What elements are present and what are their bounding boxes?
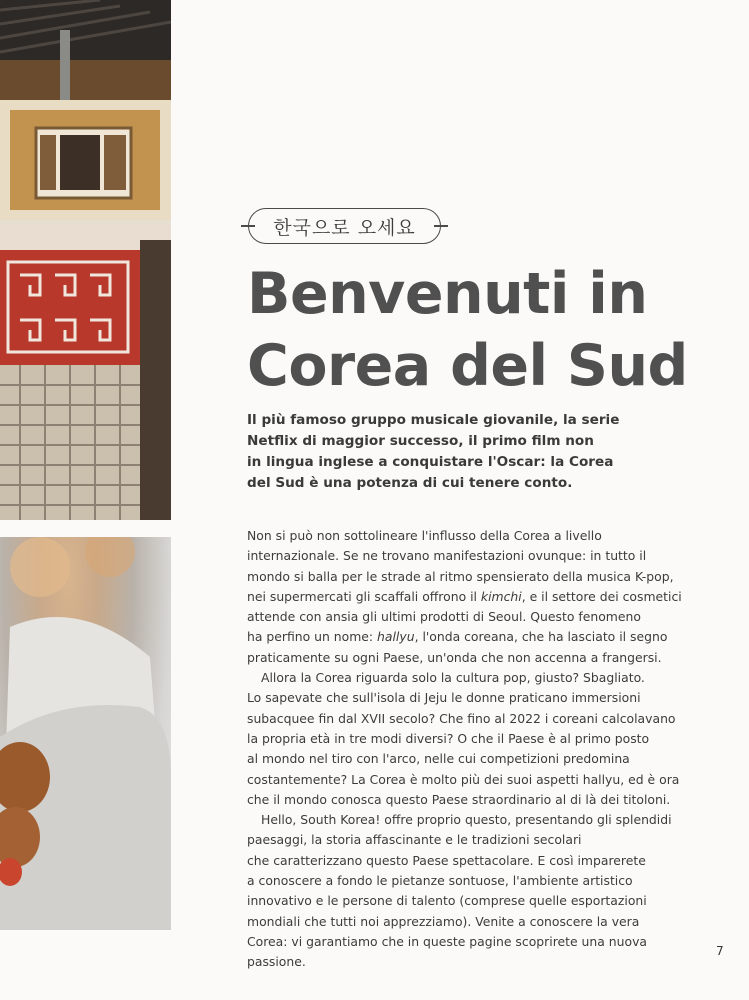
- badge-right-line: [434, 225, 448, 227]
- body-line: la propria età in tre modi diversi? O che il Paese è al primo posto: [247, 730, 650, 746]
- food-photo: [0, 537, 171, 930]
- title-line-2: Corea del Sud: [247, 333, 688, 399]
- lead-line: Il più famoso gruppo musicale giovanile, la serie: [247, 412, 620, 428]
- body-line: subacquee fin dal XVII secolo? Che fino al 2022 i coreani calcolavano: [247, 710, 676, 726]
- body-line: a conoscere a fondo le pietanze sontuose, l'ambiente artistico: [247, 873, 633, 889]
- body-line: costantemente? La Corea è molto più dei suoi aspetti hallyu, ed è ora: [247, 771, 680, 787]
- body-line: [247, 587, 707, 607]
- page-number: 7: [716, 944, 724, 958]
- body-line: praticamente su ogni Paese, un'onda che non accenna a frangersi.: [247, 649, 662, 665]
- body-text: [247, 526, 707, 973]
- body-line: Lo sapevate che sull'isola di Jeju le donne praticano immersioni: [247, 690, 641, 706]
- lead-line: in lingua inglese a conquistare l'Oscar: la Corea: [247, 454, 614, 470]
- lead-line: del Sud è una potenza di cui tenere conto.: [247, 475, 573, 491]
- fried-chicken-illustration: [0, 537, 171, 930]
- body-line: Non si può non sottolineare l'influsso della Corea a livello: [247, 528, 602, 543]
- body-line: Allora la Corea riguarda solo la cultura pop, giusto? Sbagliato.: [261, 670, 645, 686]
- korean-greeting-text: 한국으로 오세요: [273, 216, 416, 239]
- text-run: , l'onda coreana, che ha lasciato il segno: [414, 629, 668, 645]
- body-line: al mondo nel tiro con l'arco, nelle cui competizioni predomina: [247, 751, 630, 767]
- body-line: che il mondo conosca questo Paese straordinario al di là dei titoloni.: [247, 791, 671, 807]
- lead-line: Netflix di maggior successo, il primo film non: [247, 433, 594, 449]
- body-line: [247, 627, 707, 647]
- italic-word: hallyu: [377, 629, 415, 645]
- body-line: passione.: [247, 954, 306, 970]
- hanok-wall-photo: [0, 0, 171, 520]
- photo-divider: [0, 520, 171, 537]
- italic-word: kimchi: [480, 588, 522, 604]
- body-line: mondo si balla per le strade al ritmo spensierato della musica K-pop,: [247, 568, 674, 584]
- korean-greeting-badge: [248, 208, 441, 244]
- hanok-wall-illustration: [0, 0, 171, 520]
- body-line: Corea: vi garantiamo che in queste pagine scoprirete una nuova: [247, 933, 648, 949]
- body-line: mondiali che tutti noi apprezziamo). Venite a conoscere la vera: [247, 913, 640, 929]
- body-line: attende con ansia gli ultimi prodotti di Seoul. Questo fenomeno: [247, 609, 641, 625]
- body-line: paesaggi, la storia affascinante e le tradizioni secolari: [247, 832, 582, 848]
- page-title: [247, 258, 727, 402]
- text-run: , e il settore dei cosmetici: [521, 588, 682, 604]
- lead-paragraph: [247, 410, 620, 494]
- body-line: Hello, South Korea! offre proprio questo, presentando gli splendidi: [261, 812, 672, 828]
- text-run: nei supermercati gli scaffali offrono il: [247, 588, 481, 604]
- text-run: ha perfino un nome:: [247, 629, 378, 645]
- body-line: internazionale. Se ne trovano manifestazioni ovunque: in tutto il: [247, 548, 647, 564]
- body-line: innovativo e le persone di talento (comprese quelle esportazioni: [247, 893, 647, 909]
- body-line: che caratterizzano questo Paese spettacolare. E così imparerete: [247, 852, 646, 868]
- title-line-1: Benvenuti in: [247, 261, 648, 327]
- badge-left-line: [241, 225, 255, 227]
